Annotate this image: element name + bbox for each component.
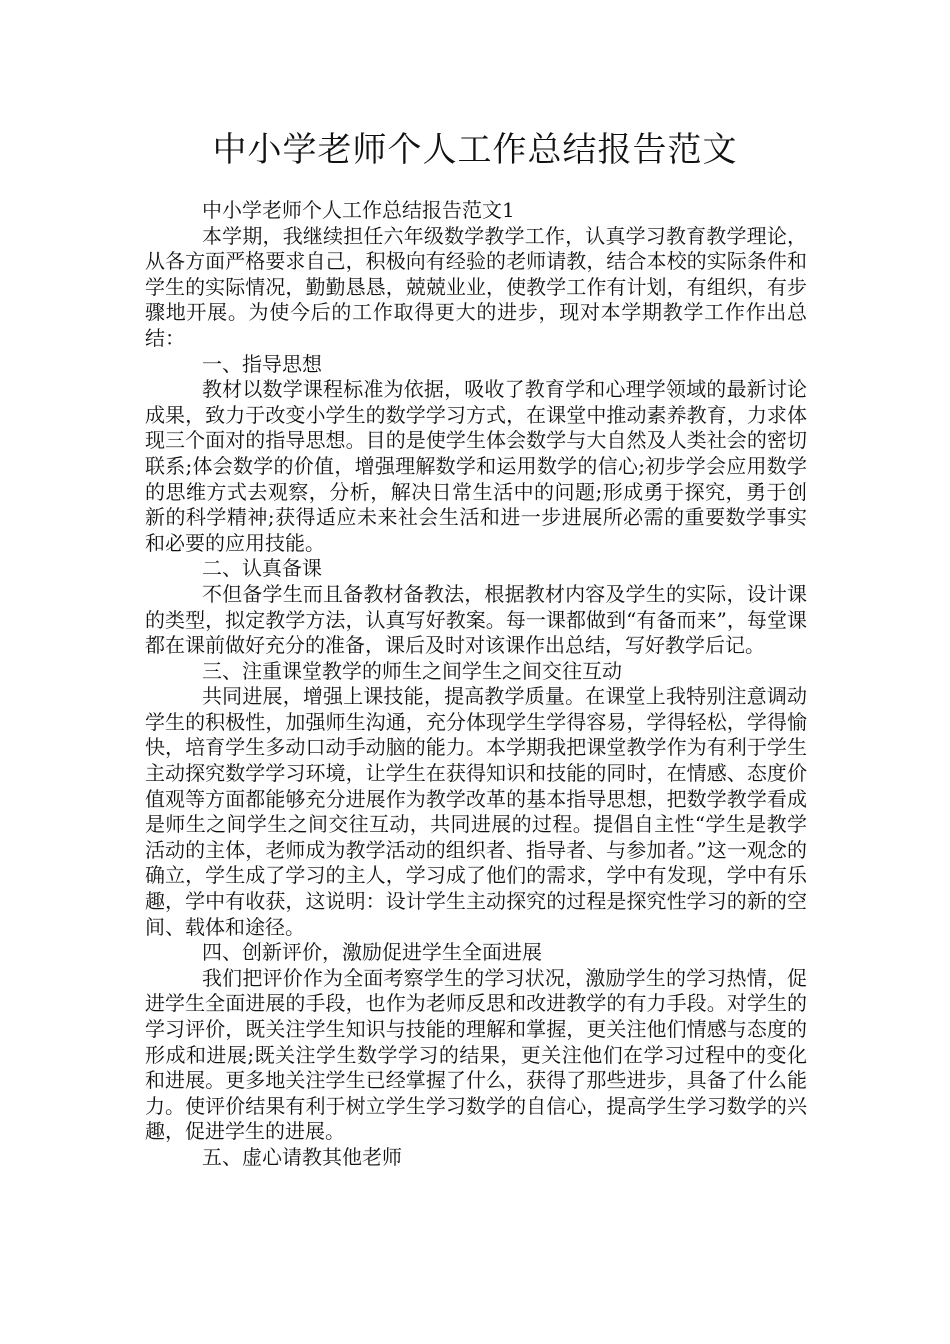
document-body: [145, 198, 807, 1171]
subtitle: 中小学老师个人工作总结报告范文1: [202, 198, 515, 222]
paragraph-intro: 本学期，我继续担任六年级数学教学工作，认真学习教育教学理论，从各方面严格要求自己，积极向有经验的老师请教，结合本校的实际条件和学生的实际情况，勤勤恳恳，兢兢业业，使教学工作有计划，有组织，有步骤地开展。为使今后的工作取得更大的进步，现对本学期教学工作作出总结：: [145, 223, 807, 350]
paragraph-section-4: 我们把评价作为全面考察学生的学习状况，激励学生的学习热情，促进学生全面进展的手段，也作为老师反思和改进教学的有力手段。对学生的学习评价，既关注学生知识与技能的理解和掌握，更关注他们情感与态度的形成和进展;既关注学生数学学习的结果，更关注他们在学习过程中的变化和进展。更多地关注学生已经掌握了什么，获得了那些进步，具备了什么能力。使评价结果有利于树立学生学习数学的自信心，提高学生学习数学的兴趣，促进学生的进展。: [145, 965, 807, 1144]
section-heading-1: 一、指导思想: [202, 351, 322, 376]
section-heading-2: 二、认真备课: [202, 556, 322, 581]
paragraph-section-3: 共同进展，增强上课技能，提高教学质量。在课堂上我特别注意调动学生的积极性，加强师生沟通，充分体现学生学得容易，学得轻松，学得愉快，培育学生多动口动手动脑的能力。本学期我把课堂教学作为有利于学生主动探究数学学习环境，让学生在获得知识和技能的同时，在情感、态度价值观等方面都能够充分进展作为教学改革的基本指导思想，把数学教学看成是师生之间学生之间交往互动，共同进展的过程。提倡自主性“学生是教学活动的主体，老师成为教学活动的组织者、指导者、与参加者。”这一观念的确立，学生成了学习的主人，学习成了他们的需求，学中有发现，学中有乐趣，学中有收获，这说明：设计学生主动探究的过程是探究性学习的新的空间、载体和途径。: [145, 684, 807, 939]
document-title: 中小学老师个人工作总结报告范文: [212, 130, 738, 170]
paragraph-section-1: 教材以数学课程标准为依据，吸收了教育学和心理学领域的最新讨论成果，致力于改变小学生的数学学习方式，在课堂中推动素养教育，力求体现三个面对的指导思想。目的是使学生体会数学与大自然及人类社会的密切联系;体会数学的价值，增强理解数学和运用数学的信心;初步学会应用数学的思维方式去观察，分析，解决日常生活中的问题;形成勇于探究，勇于创新的科学精神;获得适应未来社会生活和进一步进展所必需的重要数学事实和必要的应用技能。: [145, 377, 807, 555]
section-heading-5: 五、虚心请教其他老师: [202, 1144, 402, 1169]
paragraph-section-2: 不但备学生而且备教材备教法，根据教材内容及学生的实际，设计课的类型，拟定教学方法，认真写好教案。每一课都做到“有备而来”，每堂课都在课前做好充分的准备，课后及时对该课作出总结，写好教学后记。: [145, 581, 807, 658]
section-heading-3: 三、注重课堂教学的师生之间学生之间交往互动: [202, 658, 622, 683]
section-heading-4: 四、创新评价，激励促进学生全面进展: [202, 940, 542, 965]
